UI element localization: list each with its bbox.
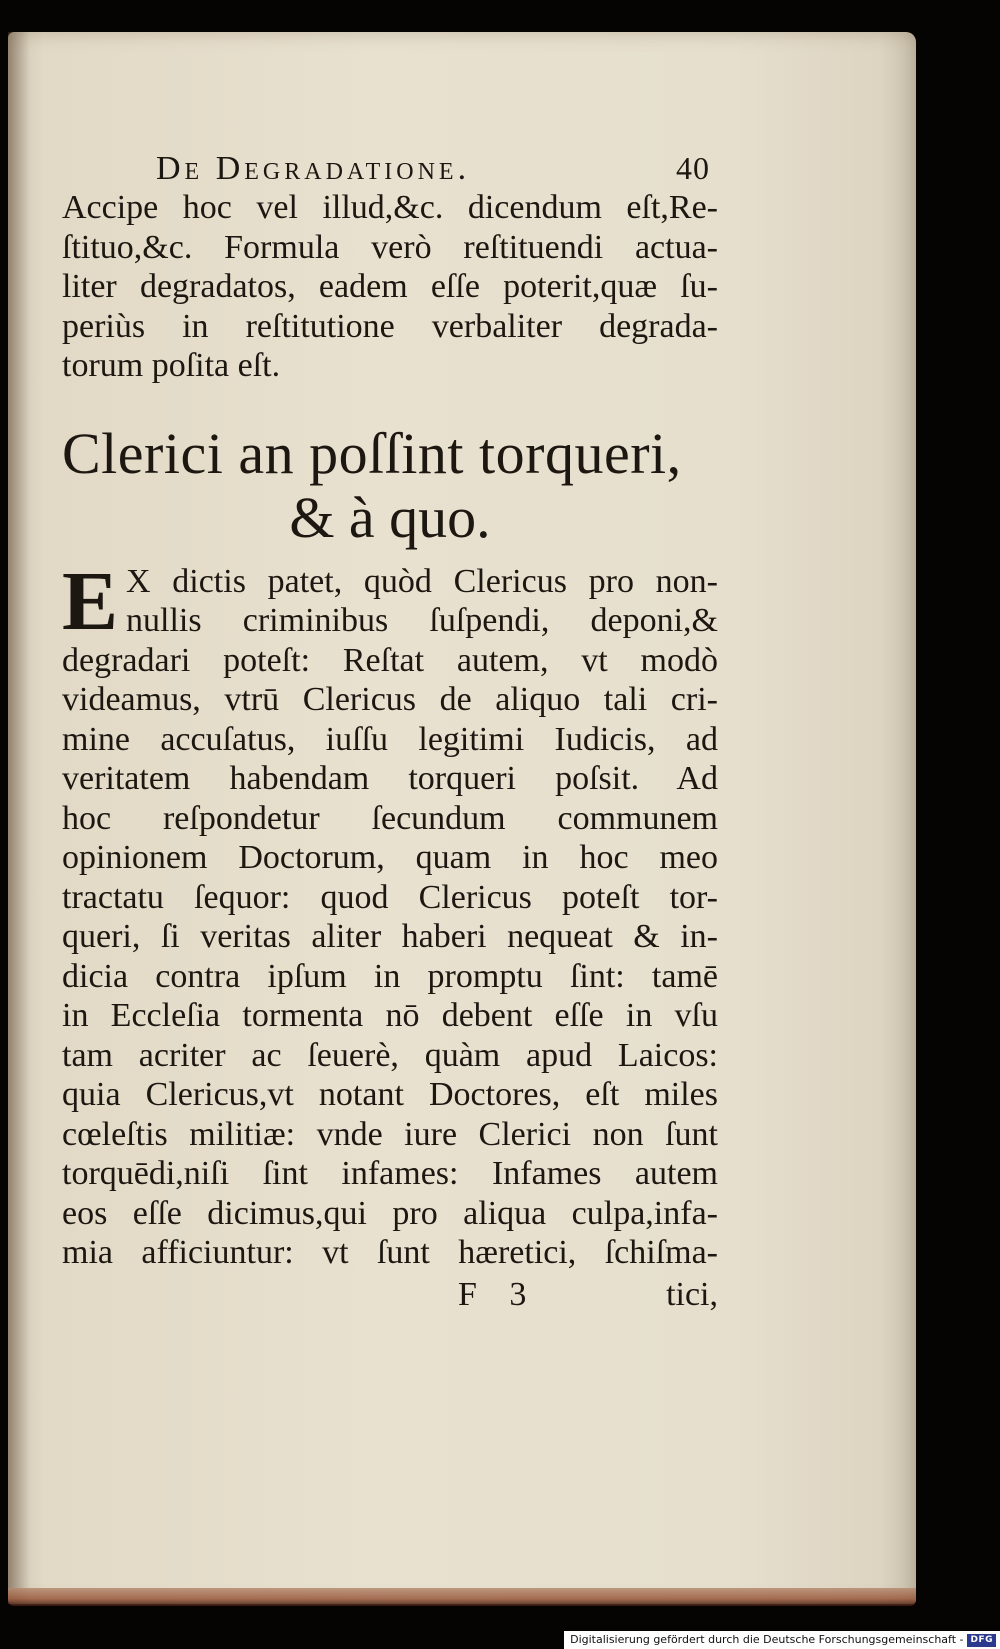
text-line: tractatu ſequor: quod Clericus poteſt tor- <box>62 878 718 916</box>
text-line: liter degradatos, eadem eſſe poterit,quæ ſu- <box>62 268 718 305</box>
text-line: mia afficiuntur: vt ſunt hæretici, ſchiſma- <box>62 1234 718 1271</box>
text-line: eos eſſe dicimus,qui pro aliqua culpa,infa- <box>62 1194 718 1232</box>
digitization-credit <box>564 1631 1000 1649</box>
running-head <box>62 148 718 188</box>
page-bottom-edge <box>8 1588 916 1606</box>
page-number: 40 <box>676 150 710 186</box>
body-paragraph <box>62 554 718 1273</box>
text-line: periùs in reſtitutione verbaliter degrada- <box>62 307 718 345</box>
text-line: nullis criminibus ſuſpendi, deponi,& <box>126 602 718 639</box>
text-line: queri, ſi veritas aliter haberi nequeat & in- <box>62 918 718 955</box>
page-text <box>62 148 718 1314</box>
text-line: veritatem habendam torqueri poſsit. Ad <box>62 760 718 797</box>
signature-mark: F 3 <box>458 1275 539 1313</box>
text-line: X dictis patet, quòd Clericus pro non- <box>126 562 718 600</box>
catchword: tici, <box>666 1275 718 1313</box>
text-line: torum poſita eſt. <box>62 347 281 384</box>
text-line: mine accuſatus, iuſſu legitimi Iudicis, ad <box>62 720 718 758</box>
page-footer <box>62 1275 718 1315</box>
running-head-title: De Degradatione. <box>156 150 471 187</box>
drop-cap-initial: E <box>62 554 119 648</box>
section-heading-line: & à quo. <box>289 484 491 550</box>
text-line: torquēdi,niſi ſint infames: Infames autem <box>62 1155 718 1192</box>
text-line: Accipe hoc vel illud,&c. dicendum eſt,Re- <box>62 189 718 226</box>
text-line: degradari poteſt: Reſtat autem, vt modò <box>62 641 718 679</box>
text-line: videamus, vtrū Clericus de aliquo tali cri- <box>62 681 718 718</box>
text-line: in Eccleſia tormenta nō debent eſſe in vſu <box>62 997 718 1034</box>
gutter-shadow <box>8 32 30 1604</box>
text-line: quia Clericus,vt notant Doctores, eſt miles <box>62 1076 718 1113</box>
text-line: hoc reſpondetur ſecundum communem <box>62 799 718 837</box>
text-line: dicia contra ipſum in promptu ſint: tamē <box>62 957 718 995</box>
section-heading-line: Clerici an poſſint torqueri, <box>62 420 682 486</box>
text-line: cœleſtis militiæ: vnde iure Clerici non ſunt <box>62 1115 718 1153</box>
text-line: ſtituo,&c. Formula verò reſtituendi actua- <box>62 228 718 266</box>
text-line: opinionem Doctorum, quam in hoc meo <box>62 839 718 876</box>
dfg-logo-icon: DFG <box>967 1634 996 1647</box>
credit-text: Digitalisierung gefördert durch die Deutsche Forschungsgemeinschaft - <box>570 1633 964 1646</box>
text-line: tam acriter ac ſeuerè, quàm apud Laicos: <box>62 1036 718 1074</box>
top-paragraph <box>62 188 718 386</box>
section-heading <box>62 422 718 550</box>
